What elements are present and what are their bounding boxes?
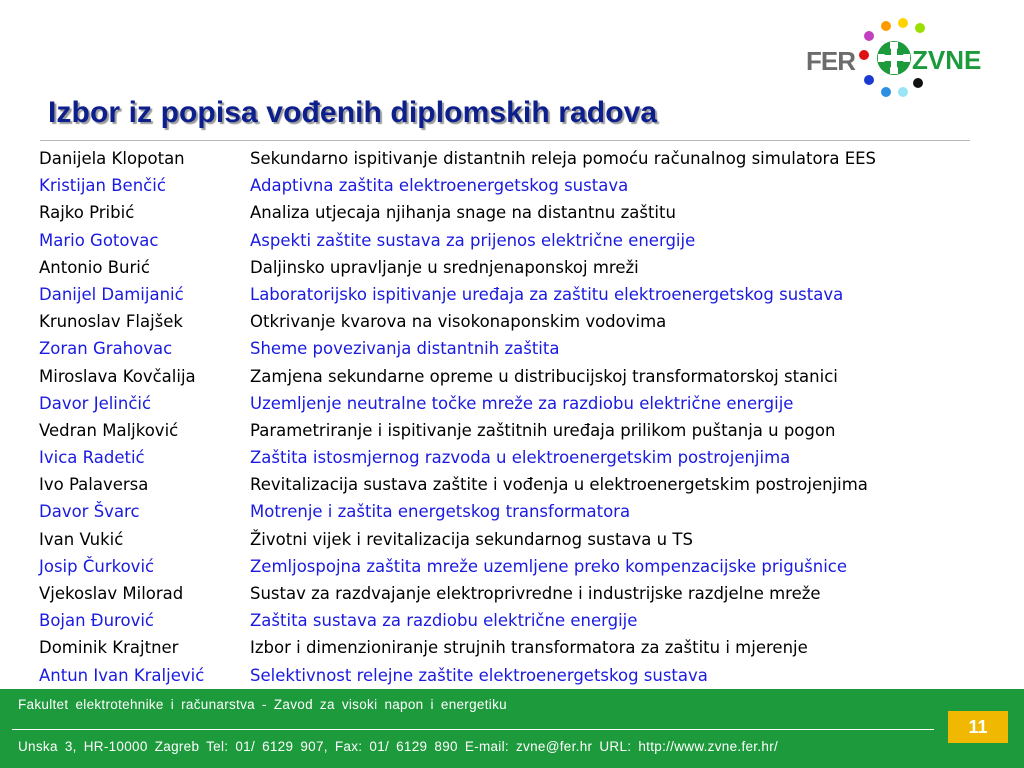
footer-contact: Unska 3, HR-10000 Zagreb Tel: 01/ 6129 907, Fax: 01/ 6129 890 E-mail: zvne@fer.hr URL: http://www.zvne.fer.hr/ [18,739,779,754]
table-row [39,227,1019,254]
footer-bar [0,689,1024,768]
table-row [39,526,1019,553]
thesis-author: Krunoslav Flajšek [39,312,183,332]
thesis-author: Bojan Đurović [39,611,154,631]
table-row [39,199,1019,226]
thesis-title: Adaptivna zaštita elektroenergetskog sustava [250,176,629,196]
thesis-title: Laboratorijsko ispitivanje uređaja za zaštitu elektroenergetskog sustava [250,284,844,304]
table-row [39,281,1019,308]
thesis-author: Danijel Damijanić [39,284,184,304]
fer-zvne-logo [800,18,1010,100]
thesis-title: Uzemljenje neutralne točke mreže za razdiobu električne energije [250,393,794,413]
table-row [39,607,1019,634]
thesis-title: Otkrivanje kvarova na visokonaponskim vodovima [250,312,667,332]
logo-zvne-text: ZVNE [912,45,982,75]
table-row [39,145,1019,172]
table-row [39,580,1019,607]
table-row [39,662,1019,689]
table-row [39,417,1019,444]
thesis-title: Aspekti zaštite sustava za prijenos električne energije [250,230,696,250]
thesis-title: Zaštita sustava za razdiobu električne energije [250,611,638,631]
thesis-author: Vedran Maljković [39,420,179,440]
thesis-author: Mario Gotovac [39,230,159,250]
thesis-author: Miroslava Kovčalija [39,366,196,386]
thesis-title: Zemljospojna zaštita mreže uzemljene preko kompenzacijske prigušnice [250,556,847,576]
thesis-title: Parametriranje i ispitivanje zaštitnih uređaja prilikom puštanja u pogon [250,420,836,440]
thesis-author: Ivan Vukić [39,529,124,549]
table-row [39,471,1019,498]
thesis-author: Davor Jelinčić [39,393,152,413]
table-row [39,498,1019,525]
table-row [39,363,1019,390]
thesis-author: Zoran Grahovac [39,339,173,359]
slide-title: Izbor iz popisa vođenih diplomskih radova [48,96,658,129]
thesis-title: Sheme povezivanja distantnih zaštita [250,339,560,359]
table-row [39,444,1019,471]
thesis-title: Izbor i dimenzioniranje strujnih transformatora za zaštitu i mjerenje [250,638,808,658]
thesis-title: Revitalizacija sustava zaštite i vođenja u elektroenergetskim postrojenjima [250,475,868,495]
thesis-title: Motrenje i zaštita energetskog transformatora [250,502,631,522]
footer-divider [12,729,934,730]
thesis-author: Vjekoslav Milorad [39,584,184,603]
thesis-author: Davor Švarc [39,502,140,522]
table-row [39,634,1019,661]
thesis-title: Analiza utjecaja njihanja snage na distantnu zaštitu [250,203,676,223]
thesis-title: Zaštita istosmjernog razvoda u elektroenergetskim postrojenjima [250,448,791,468]
thesis-author: Danijela Klopotan [39,149,185,168]
logo-fer-text: FER [806,46,855,76]
table-row [39,254,1019,281]
thesis-author: Dominik Krajtner [39,638,179,658]
thesis-title: Sustav za razdvajanje elektroprivredne i industrijske razdjelne mreže [250,584,821,603]
thesis-author: Antonio Burić [39,257,150,277]
title-divider [40,140,970,141]
thesis-title: Sekundarno ispitivanje distantnih releja pomoću računalnog simulatora EES [250,149,877,168]
table-row [39,172,1019,199]
page-number-badge: 11 [948,711,1008,743]
thesis-title: Životni vijek i revitalizacija sekundarnog sustava u TS [250,529,693,549]
table-row [39,335,1019,362]
thesis-author: Rajko Pribić [39,203,135,223]
thesis-author: Kristijan Benčić [39,176,166,196]
thesis-title: Selektivnost relejne zaštite elektroenergetskog sustava [250,665,708,685]
thesis-author: Josip Čurković [39,556,155,576]
thesis-title: Zamjena sekundarne opreme u distribucijskoj transformatorskoj stanici [250,366,838,386]
thesis-author: Antun Ivan Kraljević [39,665,205,685]
thesis-author: Ivica Radetić [39,448,145,468]
table-row [39,390,1019,417]
theses-table [39,145,1019,689]
footer-institution: Fakultet elektrotehnike i računarstva - Zavod za visoki napon i energetiku [18,697,507,712]
table-row [39,553,1019,580]
thesis-title: Daljinsko upravljanje u srednjenaponskoj mreži [250,257,639,277]
thesis-author: Ivo Palaversa [39,475,149,495]
table-row [39,308,1019,335]
